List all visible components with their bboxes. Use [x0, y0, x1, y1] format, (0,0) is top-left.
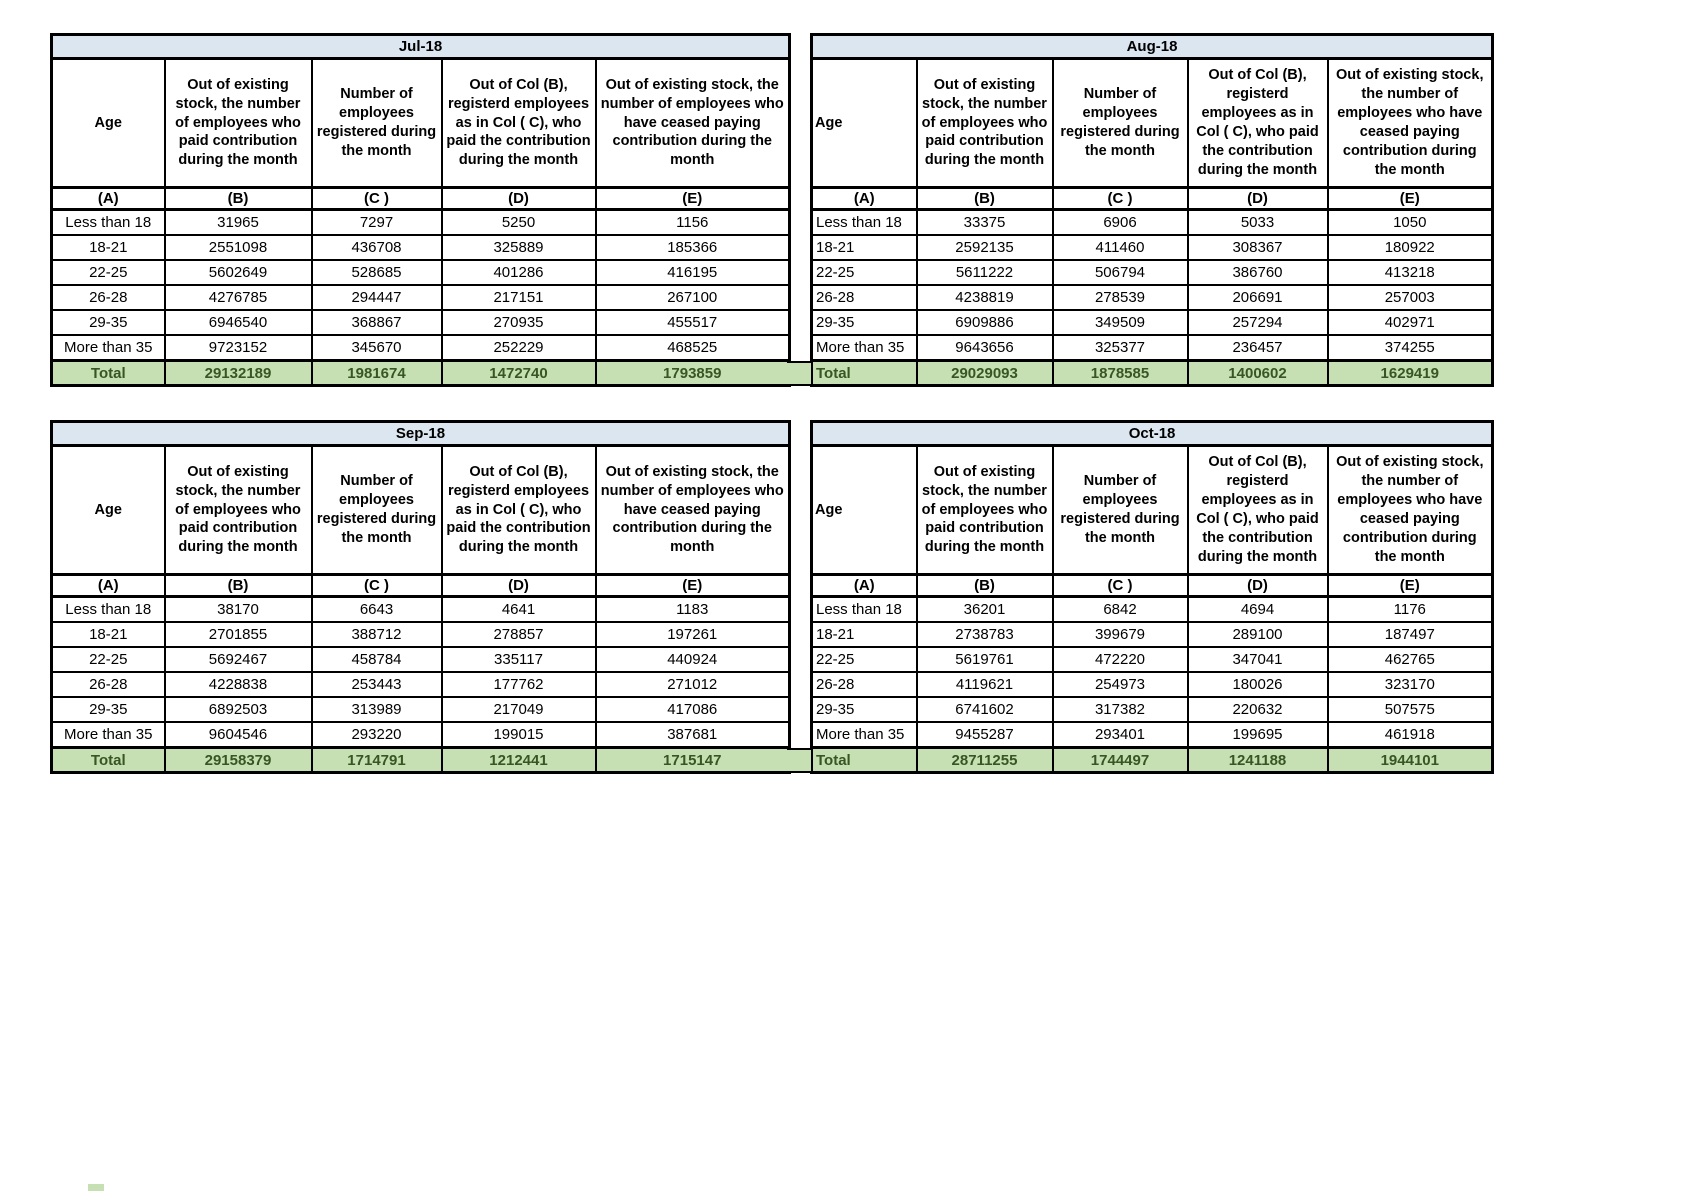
value-cell: 1176 [1328, 597, 1493, 623]
total-label: Total [812, 361, 917, 386]
data-row [812, 722, 1493, 748]
data-row [812, 285, 1493, 310]
column-letters-row [812, 575, 1493, 597]
value-cell: 5602649 [165, 260, 312, 285]
month-table-sep-18 [50, 420, 791, 774]
data-row [52, 722, 790, 748]
data-row [52, 235, 790, 260]
column-letter: (B) [165, 188, 312, 210]
value-cell: 2701855 [165, 622, 312, 647]
value-cell: 6946540 [165, 310, 312, 335]
total-value-cell: 28711255 [917, 748, 1053, 773]
data-row [52, 672, 790, 697]
value-cell: 399679 [1053, 622, 1188, 647]
col-header-age: Age [52, 446, 165, 575]
age-group-label: 29-35 [812, 310, 917, 335]
value-cell: 9723152 [165, 335, 312, 361]
total-value-cell: 1212441 [442, 748, 596, 773]
value-cell: 252229 [442, 335, 596, 361]
data-row [52, 310, 790, 335]
table-title: Aug-18 [812, 35, 1493, 59]
total-value-cell: 1629419 [1328, 361, 1493, 386]
value-cell: 5611222 [917, 260, 1053, 285]
column-letter: (D) [442, 188, 596, 210]
value-cell: 308367 [1188, 235, 1328, 260]
total-value-cell: 29029093 [917, 361, 1053, 386]
total-value-cell: 1715147 [596, 748, 790, 773]
age-group-label: 22-25 [812, 647, 917, 672]
value-cell: 317382 [1053, 697, 1188, 722]
value-cell: 220632 [1188, 697, 1328, 722]
table-title: Jul-18 [52, 35, 790, 59]
column-letter: (C ) [1053, 575, 1188, 597]
value-cell: 271012 [596, 672, 790, 697]
total-value-cell: 1944101 [1328, 748, 1493, 773]
value-cell: 313989 [312, 697, 442, 722]
col-header-registered: Number of employees registered during the month [1053, 59, 1188, 188]
value-cell: 6741602 [917, 697, 1053, 722]
data-row [812, 235, 1493, 260]
data-row [812, 335, 1493, 361]
data-row [52, 647, 790, 672]
total-value-cell: 1241188 [1188, 748, 1328, 773]
col-header-ceased: Out of existing stock, the number of employees who have ceased paying contribution during the month [596, 446, 790, 575]
column-headers-row [812, 446, 1493, 575]
col-header-paid-existing: Out of existing stock, the number of employees who paid contribution during the month [917, 446, 1053, 575]
age-group-label: 29-35 [52, 310, 165, 335]
col-header-age: Age [812, 446, 917, 575]
age-group-label: 26-28 [52, 672, 165, 697]
value-cell: 206691 [1188, 285, 1328, 310]
value-cell: 462765 [1328, 647, 1493, 672]
value-cell: 217049 [442, 697, 596, 722]
column-letter: (E) [596, 188, 790, 210]
total-row [812, 361, 1493, 386]
age-group-label: Less than 18 [52, 210, 165, 236]
value-cell: 472220 [1053, 647, 1188, 672]
value-cell: 402971 [1328, 310, 1493, 335]
column-letter: (A) [52, 575, 165, 597]
data-row [52, 597, 790, 623]
value-cell: 9643656 [917, 335, 1053, 361]
value-cell: 199015 [442, 722, 596, 748]
data-row [812, 647, 1493, 672]
total-row [52, 748, 790, 773]
col-header-registered-paid: Out of Col (B), registerd employees as in Col ( C), who paid the contribution during the month [442, 59, 596, 188]
total-value-cell: 1793859 [596, 361, 790, 386]
col-header-registered: Number of employees registered during the month [312, 446, 442, 575]
value-cell: 2738783 [917, 622, 1053, 647]
value-cell: 5692467 [165, 647, 312, 672]
column-letters-row [52, 188, 790, 210]
value-cell: 33375 [917, 210, 1053, 236]
column-letter: (B) [165, 575, 312, 597]
total-label: Total [52, 361, 165, 386]
value-cell: 325377 [1053, 335, 1188, 361]
data-row [812, 622, 1493, 647]
value-cell: 368867 [312, 310, 442, 335]
total-label: Total [812, 748, 917, 773]
data-row [812, 210, 1493, 236]
value-cell: 278539 [1053, 285, 1188, 310]
value-cell: 7297 [312, 210, 442, 236]
value-cell: 6906 [1053, 210, 1188, 236]
total-value-cell: 1744497 [1053, 748, 1188, 773]
value-cell: 6909886 [917, 310, 1053, 335]
age-group-label: 22-25 [812, 260, 917, 285]
age-group-label: 18-21 [52, 235, 165, 260]
total-value-cell: 1472740 [442, 361, 596, 386]
value-cell: 349509 [1053, 310, 1188, 335]
column-letters-row [52, 575, 790, 597]
value-cell: 1156 [596, 210, 790, 236]
column-headers-row [52, 446, 790, 575]
value-cell: 294447 [312, 285, 442, 310]
value-cell: 9604546 [165, 722, 312, 748]
value-cell: 468525 [596, 335, 790, 361]
value-cell: 267100 [596, 285, 790, 310]
column-letter: (A) [812, 575, 917, 597]
column-letters-row [812, 188, 1493, 210]
value-cell: 270935 [442, 310, 596, 335]
age-group-label: Less than 18 [812, 597, 917, 623]
value-cell: 323170 [1328, 672, 1493, 697]
age-group-label: More than 35 [52, 722, 165, 748]
value-cell: 36201 [917, 597, 1053, 623]
value-cell: 5033 [1188, 210, 1328, 236]
month-table-aug-18 [810, 33, 1494, 387]
value-cell: 4694 [1188, 597, 1328, 623]
age-group-label: More than 35 [812, 722, 917, 748]
value-cell: 293220 [312, 722, 442, 748]
value-cell: 278857 [442, 622, 596, 647]
total-value-cell: 1878585 [1053, 361, 1188, 386]
value-cell: 374255 [1328, 335, 1493, 361]
total-value-cell: 1981674 [312, 361, 442, 386]
value-cell: 4228838 [165, 672, 312, 697]
data-row [812, 672, 1493, 697]
value-cell: 325889 [442, 235, 596, 260]
value-cell: 31965 [165, 210, 312, 236]
column-letter: (A) [52, 188, 165, 210]
col-header-registered-paid: Out of Col (B), registerd employees as in Col ( C), who paid the contribution during the month [442, 446, 596, 575]
month-table-oct-18 [810, 420, 1494, 774]
col-header-registered-paid: Out of Col (B), registerd employees as in Col ( C), who paid the contribution during the month [1188, 446, 1328, 575]
column-letter: (B) [917, 188, 1053, 210]
value-cell: 401286 [442, 260, 596, 285]
value-cell: 417086 [596, 697, 790, 722]
value-cell: 185366 [596, 235, 790, 260]
total-row [52, 361, 790, 386]
age-group-label: 22-25 [52, 647, 165, 672]
value-cell: 386760 [1188, 260, 1328, 285]
value-cell: 461918 [1328, 722, 1493, 748]
col-header-registered-paid: Out of Col (B), registerd employees as in Col ( C), who paid the contribution during the month [1188, 59, 1328, 188]
col-header-paid-existing: Out of existing stock, the number of employees who paid contribution during the month [165, 59, 312, 188]
value-cell: 4119621 [917, 672, 1053, 697]
value-cell: 416195 [596, 260, 790, 285]
value-cell: 180026 [1188, 672, 1328, 697]
data-row [52, 210, 790, 236]
column-letter: (E) [1328, 575, 1493, 597]
age-group-label: Less than 18 [812, 210, 917, 236]
column-letter: (C ) [312, 575, 442, 597]
data-row [52, 260, 790, 285]
value-cell: 528685 [312, 260, 442, 285]
total-label: Total [52, 748, 165, 773]
total-value-cell: 29158379 [165, 748, 312, 773]
value-cell: 440924 [596, 647, 790, 672]
value-cell: 236457 [1188, 335, 1328, 361]
value-cell: 387681 [596, 722, 790, 748]
age-group-label: 26-28 [52, 285, 165, 310]
age-group-label: 18-21 [812, 235, 917, 260]
month-table-jul-18 [50, 33, 791, 387]
age-group-label: 18-21 [812, 622, 917, 647]
age-group-label: 26-28 [812, 672, 917, 697]
value-cell: 347041 [1188, 647, 1328, 672]
column-headers-row [812, 59, 1493, 188]
value-cell: 1183 [596, 597, 790, 623]
column-letter: (C ) [1053, 188, 1188, 210]
value-cell: 177762 [442, 672, 596, 697]
value-cell: 436708 [312, 235, 442, 260]
value-cell: 411460 [1053, 235, 1188, 260]
value-cell: 257003 [1328, 285, 1493, 310]
total-value-cell: 1714791 [312, 748, 442, 773]
value-cell: 413218 [1328, 260, 1493, 285]
value-cell: 4641 [442, 597, 596, 623]
value-cell: 455517 [596, 310, 790, 335]
age-group-label: 29-35 [812, 697, 917, 722]
value-cell: 6842 [1053, 597, 1188, 623]
value-cell: 4238819 [917, 285, 1053, 310]
total-row-fill-spill [787, 748, 813, 773]
col-header-ceased: Out of existing stock, the number of employees who have ceased paying contribution during the month [1328, 59, 1493, 188]
age-group-label: 29-35 [52, 697, 165, 722]
column-letter: (E) [1328, 188, 1493, 210]
col-header-ceased: Out of existing stock, the number of employees who have ceased paying contribution during the month [596, 59, 790, 188]
column-letter: (C ) [312, 188, 442, 210]
total-value-cell: 1400602 [1188, 361, 1328, 386]
col-header-paid-existing: Out of existing stock, the number of employees who paid contribution during the month [917, 59, 1053, 188]
value-cell: 6643 [312, 597, 442, 623]
col-header-paid-existing: Out of existing stock, the number of employees who paid contribution during the month [165, 446, 312, 575]
age-group-label: 26-28 [812, 285, 917, 310]
value-cell: 38170 [165, 597, 312, 623]
age-group-label: More than 35 [52, 335, 165, 361]
value-cell: 187497 [1328, 622, 1493, 647]
value-cell: 1050 [1328, 210, 1493, 236]
data-row [52, 697, 790, 722]
value-cell: 458784 [312, 647, 442, 672]
data-row [812, 597, 1493, 623]
data-row [52, 622, 790, 647]
age-group-label: 18-21 [52, 622, 165, 647]
data-row [812, 260, 1493, 285]
value-cell: 5250 [442, 210, 596, 236]
data-row [812, 697, 1493, 722]
value-cell: 180922 [1328, 235, 1493, 260]
age-group-label: Less than 18 [52, 597, 165, 623]
value-cell: 345670 [312, 335, 442, 361]
col-header-registered: Number of employees registered during the month [312, 59, 442, 188]
col-header-age: Age [812, 59, 917, 188]
value-cell: 253443 [312, 672, 442, 697]
value-cell: 507575 [1328, 697, 1493, 722]
age-group-label: More than 35 [812, 335, 917, 361]
column-letter: (D) [1188, 188, 1328, 210]
value-cell: 388712 [312, 622, 442, 647]
age-group-label: 22-25 [52, 260, 165, 285]
value-cell: 506794 [1053, 260, 1188, 285]
value-cell: 2551098 [165, 235, 312, 260]
value-cell: 293401 [1053, 722, 1188, 748]
col-header-age: Age [52, 59, 165, 188]
total-row [812, 748, 1493, 773]
table-title: Oct-18 [812, 422, 1493, 446]
col-header-registered: Number of employees registered during the month [1053, 446, 1188, 575]
total-value-cell: 29132189 [165, 361, 312, 386]
table-title: Sep-18 [52, 422, 790, 446]
value-cell: 5619761 [917, 647, 1053, 672]
value-cell: 289100 [1188, 622, 1328, 647]
data-row [52, 335, 790, 361]
value-cell: 257294 [1188, 310, 1328, 335]
stray-fill-artifact [88, 1184, 104, 1191]
value-cell: 197261 [596, 622, 790, 647]
value-cell: 9455287 [917, 722, 1053, 748]
value-cell: 335117 [442, 647, 596, 672]
value-cell: 4276785 [165, 285, 312, 310]
data-row [52, 285, 790, 310]
value-cell: 217151 [442, 285, 596, 310]
col-header-ceased: Out of existing stock, the number of employees who have ceased paying contribution during the month [1328, 446, 1493, 575]
value-cell: 2592135 [917, 235, 1053, 260]
column-letter: (D) [442, 575, 596, 597]
column-letter: (D) [1188, 575, 1328, 597]
total-row-fill-spill [787, 361, 813, 386]
column-headers-row [52, 59, 790, 188]
data-row [812, 310, 1493, 335]
value-cell: 6892503 [165, 697, 312, 722]
value-cell: 254973 [1053, 672, 1188, 697]
value-cell: 199695 [1188, 722, 1328, 748]
column-letter: (A) [812, 188, 917, 210]
column-letter: (E) [596, 575, 790, 597]
column-letter: (B) [917, 575, 1053, 597]
